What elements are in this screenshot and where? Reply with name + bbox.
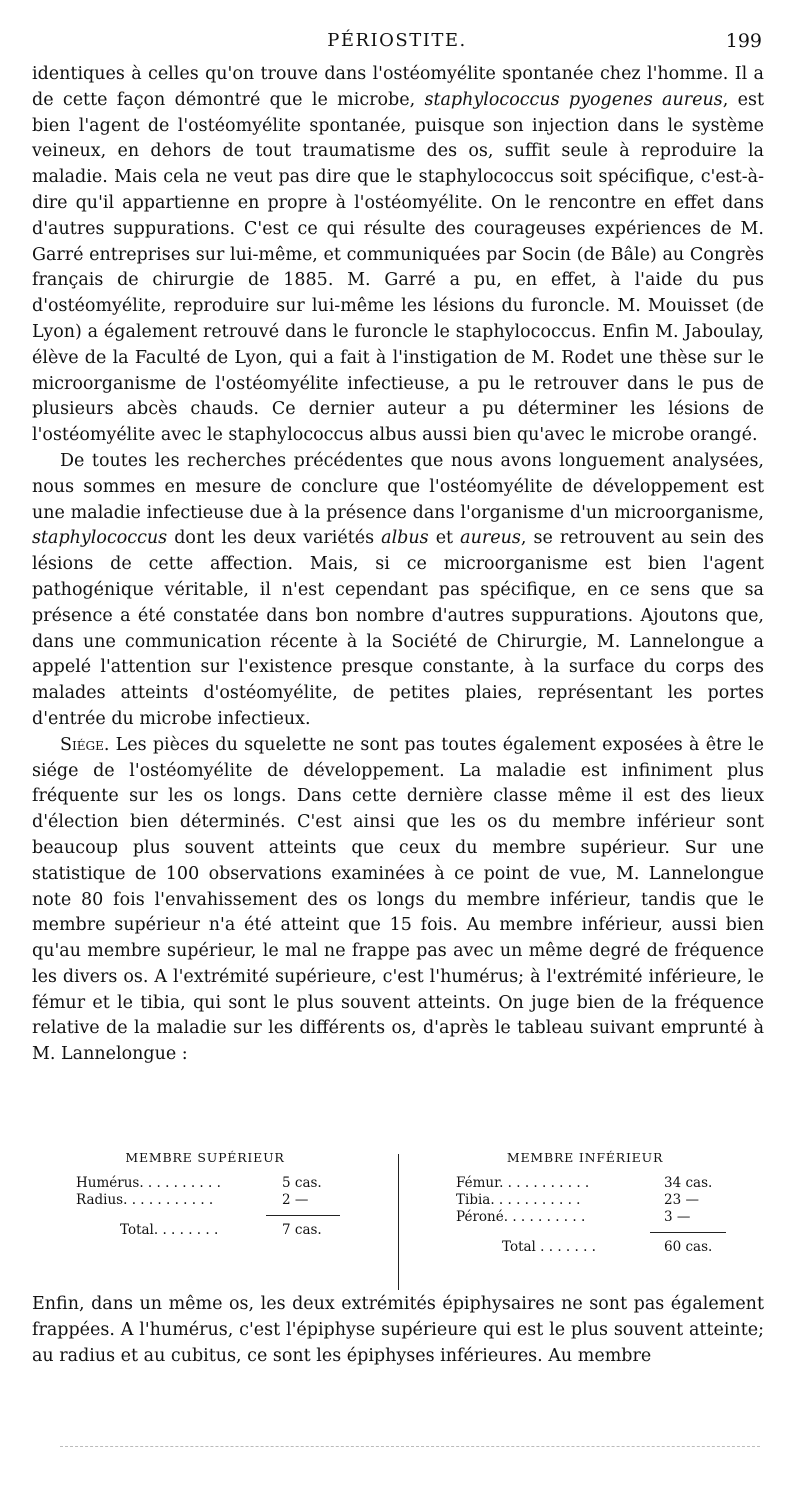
closing-text — [32, 1292, 764, 1369]
table-column-upper-limb — [70, 1150, 340, 1239]
paragraph-2-italic-1: staphylococcus — [32, 528, 168, 549]
paragraph-2-text-b: dont les deux variétés — [167, 528, 382, 549]
bone-name: Tibia. . . . . . . . . . . — [456, 1192, 581, 1208]
paragraph-1 — [32, 62, 764, 449]
paragraph-2-text-d: , se retrouvent au sein des lésions de cette affection. Mais, si ce microorganisme est bien l'agent pathogénique véritable, il n'est cependant pas spécifique, en ce sens que sa présence a été constatée dans bon nombre d'autres suppurations. Ajoutons que, dans une communication récente à la Société de Chirurgie, M. Lannelongue a appelé l'attention sur l'existence presque constante, à la surface du corps des malades atteints d'ostéomyélite, de petites plaies, représentant les portes d'entrée du microbe infectieux. — [32, 528, 765, 729]
table-row — [440, 1192, 730, 1209]
section-heading-siege: Siége. — [60, 734, 110, 755]
body-text — [32, 62, 764, 1068]
page-number: 199 — [725, 30, 762, 52]
paragraph-2-text-a: De toutes les recherches précédentes que nous avons longuement analysées, nous sommes en mesure de conclure que l'ostéomyélite de développement est une maladie infectieuse due à la présence dans l'organisme d'un microorganisme, — [32, 450, 764, 523]
page-header — [32, 30, 762, 60]
bone-name: Humérus. . . . . . . . . . — [76, 1175, 221, 1191]
paragraph-3-text: Les pièces du squelette ne sont pas toutes également exposées à être le siége de l'ostéomyélite de développement. La maladie est infiniment plus fréquente sur les os longs. Dans cette dernière classe même il est des lieux d'élection bien déterminés. C'est ainsi que les os du membre inférieur sont beaucoup plus souvent atteints que ceux du membre supérieur. Sur une statistique de 100 observations examinées à ce point de vue, M. Lannelongue note 80 fois l'envahissement des os longs du membre inférieur, tandis que le membre supérieur n'a été atteint que 15 fois. Au membre inférieur, aussi bien qu'au membre supérieur, le mal ne frappe pas avec un même degré de fréquence les divers os. A l'extrémité supérieure, c'est l'humérus; à l'extrémité inférieure, le fémur et le tibia, qui sont le plus souvent atteints. On juge bien de la fréquence relative de la maladie sur les différents os, d'après le tableau suivant emprunté à M. Lannelongue : — [32, 734, 764, 1065]
total-count: 60 cas. — [664, 1239, 713, 1255]
case-count: 2 — — [282, 1192, 309, 1208]
column-heading: MEMBRE SUPÉRIEUR — [125, 1150, 285, 1165]
paragraph-3 — [32, 733, 764, 1068]
statistics-table — [70, 1150, 730, 1290]
total-row — [70, 1222, 340, 1239]
total-label: Total. . . . . . . . — [120, 1222, 219, 1238]
paragraph-2-italic-3: aureus — [460, 528, 521, 549]
running-title: PÉRIOSTITE. — [327, 30, 467, 51]
sum-rule — [650, 1232, 726, 1233]
bone-name: Fémur. . . . . . . . . . . — [456, 1175, 590, 1191]
table-row — [70, 1175, 340, 1192]
table-column-lower-limb — [440, 1150, 730, 1256]
paragraph-1-text-b: , est bien l'agent de l'ostéomyélite spontanée, puisque son injection dans le système veineux, en dehors de tout traumatisme des os, suffit seule à reproduire la maladie. Mais cela ne veut pas dire que le staphylococcus soit spécifique, c'est-à-dire qu'il appartienne en propre à l'ostéomyélite. On le rencontre en effet dans d'autres suppurations. C'est ce qui résulte des courageuses expériences de M. Garré entreprises sur lui-même, et communiquées par Socin (de Bâle) au Congrès français de chirurgie de 1885. M. Garré a pu, en effet, à l'aide du pus d'ostéomyélite, reproduire sur lui-même les lésions du furoncle. M. Mouisset (de Lyon) a également retrouvé dans le furoncle le staphylococcus. Enfin M. Jaboulay, élève de la Faculté de Lyon, qui a fait à l'instigation de M. Rodet une thèse sur le microorganisme de l'ostéomyélite infectieuse, a pu le retrouver dans le pus de plusieurs abcès chauds. Ce dernier auteur a pu déterminer les lésions de l'ostéomyélite avec le staphylococcus albus aussi bien qu'avec le microbe orangé. — [32, 89, 764, 446]
bone-name: Péroné. . . . . . . . . . — [456, 1209, 586, 1225]
paragraph-1-text-a: identiques à celles qu'on trouve dans l'ostéomyélite spontanée chez l'homme. Il a de cette façon démontré que le microbe, — [32, 64, 764, 110]
total-count: 7 cas. — [282, 1222, 322, 1238]
paragraph-2-italic-2: albus — [381, 528, 429, 549]
bone-name: Radius. . . . . . . . . . . — [76, 1192, 214, 1208]
paragraph-2 — [32, 449, 764, 733]
total-row — [440, 1239, 730, 1256]
case-count: 23 — — [664, 1192, 699, 1208]
table-row — [440, 1209, 730, 1226]
column-divider — [398, 1154, 399, 1290]
sum-rule — [266, 1215, 340, 1216]
table-row — [440, 1175, 730, 1192]
paragraph-2-text-c: et — [428, 528, 461, 549]
case-count: 3 — — [664, 1209, 691, 1225]
footer-dashed-rule — [60, 1446, 760, 1447]
case-count: 34 cas. — [664, 1175, 713, 1191]
paragraph-4: Enfin, dans un même os, les deux extrémités épiphysaires ne sont pas également frappées. A l'humérus, c'est l'épiphyse supérieure qui est le plus souvent atteinte; au radius et au cubitus, ce sont les épiphyses inférieures. Au membre — [32, 1294, 764, 1366]
paragraph-1-italic: staphylococcus pyogenes aureus — [424, 89, 723, 110]
table-row — [70, 1192, 340, 1209]
column-heading: MEMBRE INFÉRIEUR — [506, 1150, 664, 1165]
total-label: Total . . . . . . . — [502, 1239, 596, 1255]
case-count: 5 cas. — [282, 1175, 322, 1191]
